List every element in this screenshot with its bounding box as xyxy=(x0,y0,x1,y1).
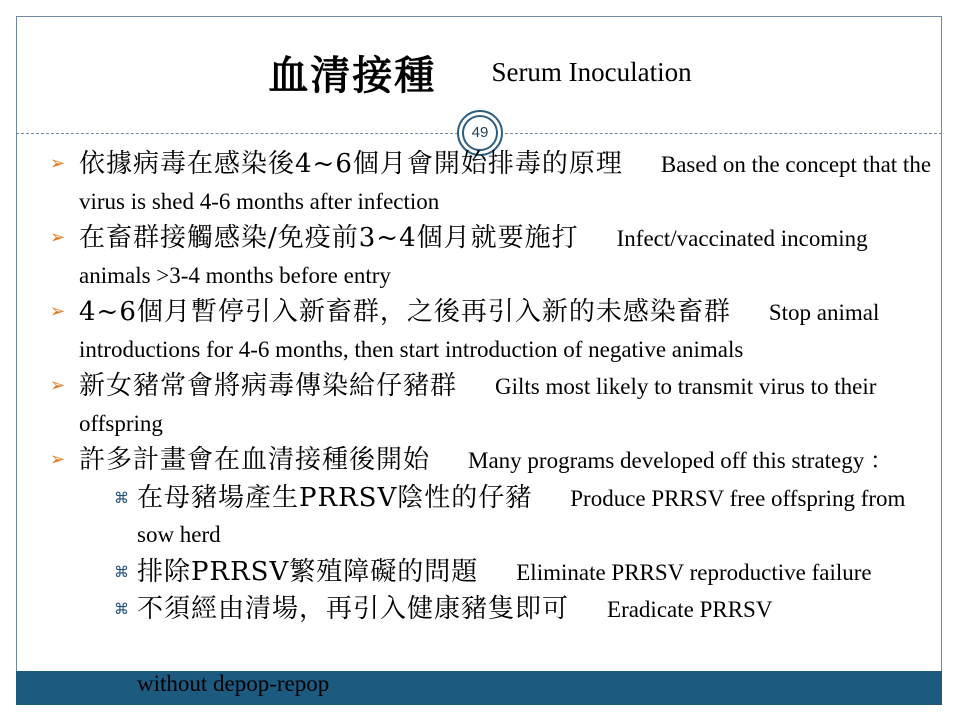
bullet-item xyxy=(48,221,938,295)
bullet-english: Based on the concept that the virus is shed 4-6 months after infection xyxy=(79,152,932,214)
bullet-chinese: 依據病毒在感染後4~6個月會開始排毒的原理 xyxy=(79,149,623,179)
sub-bullet-english: Eliminate PRRSV reproductive failure xyxy=(516,559,872,585)
bullet-english: Many programs developed off this strategy ： xyxy=(468,448,893,473)
sub-bullet-chinese: 不須經由清場，再引入健康豬隻即可 xyxy=(137,594,570,624)
bullet-item xyxy=(48,369,938,443)
bullet-english: Stop animal introductions for 4-6 months, then start introduction of negative animals xyxy=(79,300,880,362)
sub-bullet-english: Eradicate PRRSV xyxy=(607,597,773,622)
bullet-chinese: 4~6個月暫停引入新畜群，之後再引入新的未感染畜群 xyxy=(79,297,731,327)
sub-bullet-chinese: 排除PRRSV繁殖障礙的問題 xyxy=(137,556,479,587)
title-chinese: 血清接種 xyxy=(268,52,437,99)
arrowhead-bullet-icon: ➢ xyxy=(50,227,66,248)
arrowhead-bullet-icon: ➢ xyxy=(50,375,66,396)
bullet-chinese: 許多計畫會在血清接種後開始 xyxy=(79,445,431,475)
page-number: 49 xyxy=(462,115,498,151)
bullet-item xyxy=(48,443,938,481)
bullet-english: Infect/vaccinated incoming animals >3-4 months before entry xyxy=(79,226,868,288)
sub-bullet-item xyxy=(48,592,938,630)
bullet-item xyxy=(48,295,938,369)
quad-arrow-bullet-icon: ⌘ xyxy=(114,600,129,618)
slide-title xyxy=(0,44,960,104)
bullet-item xyxy=(48,147,938,221)
sub-bullet-english: Produce PRRSV free offspring from sow herd xyxy=(137,485,906,547)
sub-bullet-item xyxy=(48,555,938,593)
overflow-text: without depop-repop xyxy=(137,671,330,696)
arrowhead-bullet-icon: ➢ xyxy=(50,301,66,322)
bullet-chinese: 在畜群接觸感染/免疫前3~4個月就要施打 xyxy=(79,223,579,253)
arrowhead-bullet-icon: ➢ xyxy=(50,449,66,470)
quad-arrow-bullet-icon: ⌘ xyxy=(114,488,129,507)
arrowhead-bullet-icon: ➢ xyxy=(50,153,66,174)
slide-content xyxy=(48,147,938,630)
quad-arrow-bullet-icon: ⌘ xyxy=(114,562,129,581)
title-english: Serum Inoculation xyxy=(491,57,692,87)
sub-bullet-item xyxy=(48,481,938,555)
sub-bullet-chinese: 在母豬場產生PRRSV陰性的仔豬 xyxy=(137,482,533,513)
bullet-chinese: 新女豬常會將病毒傳染給仔豬群 xyxy=(79,371,458,401)
bullet-english: Gilts most likely to transmit virus to their offspring xyxy=(79,374,877,436)
